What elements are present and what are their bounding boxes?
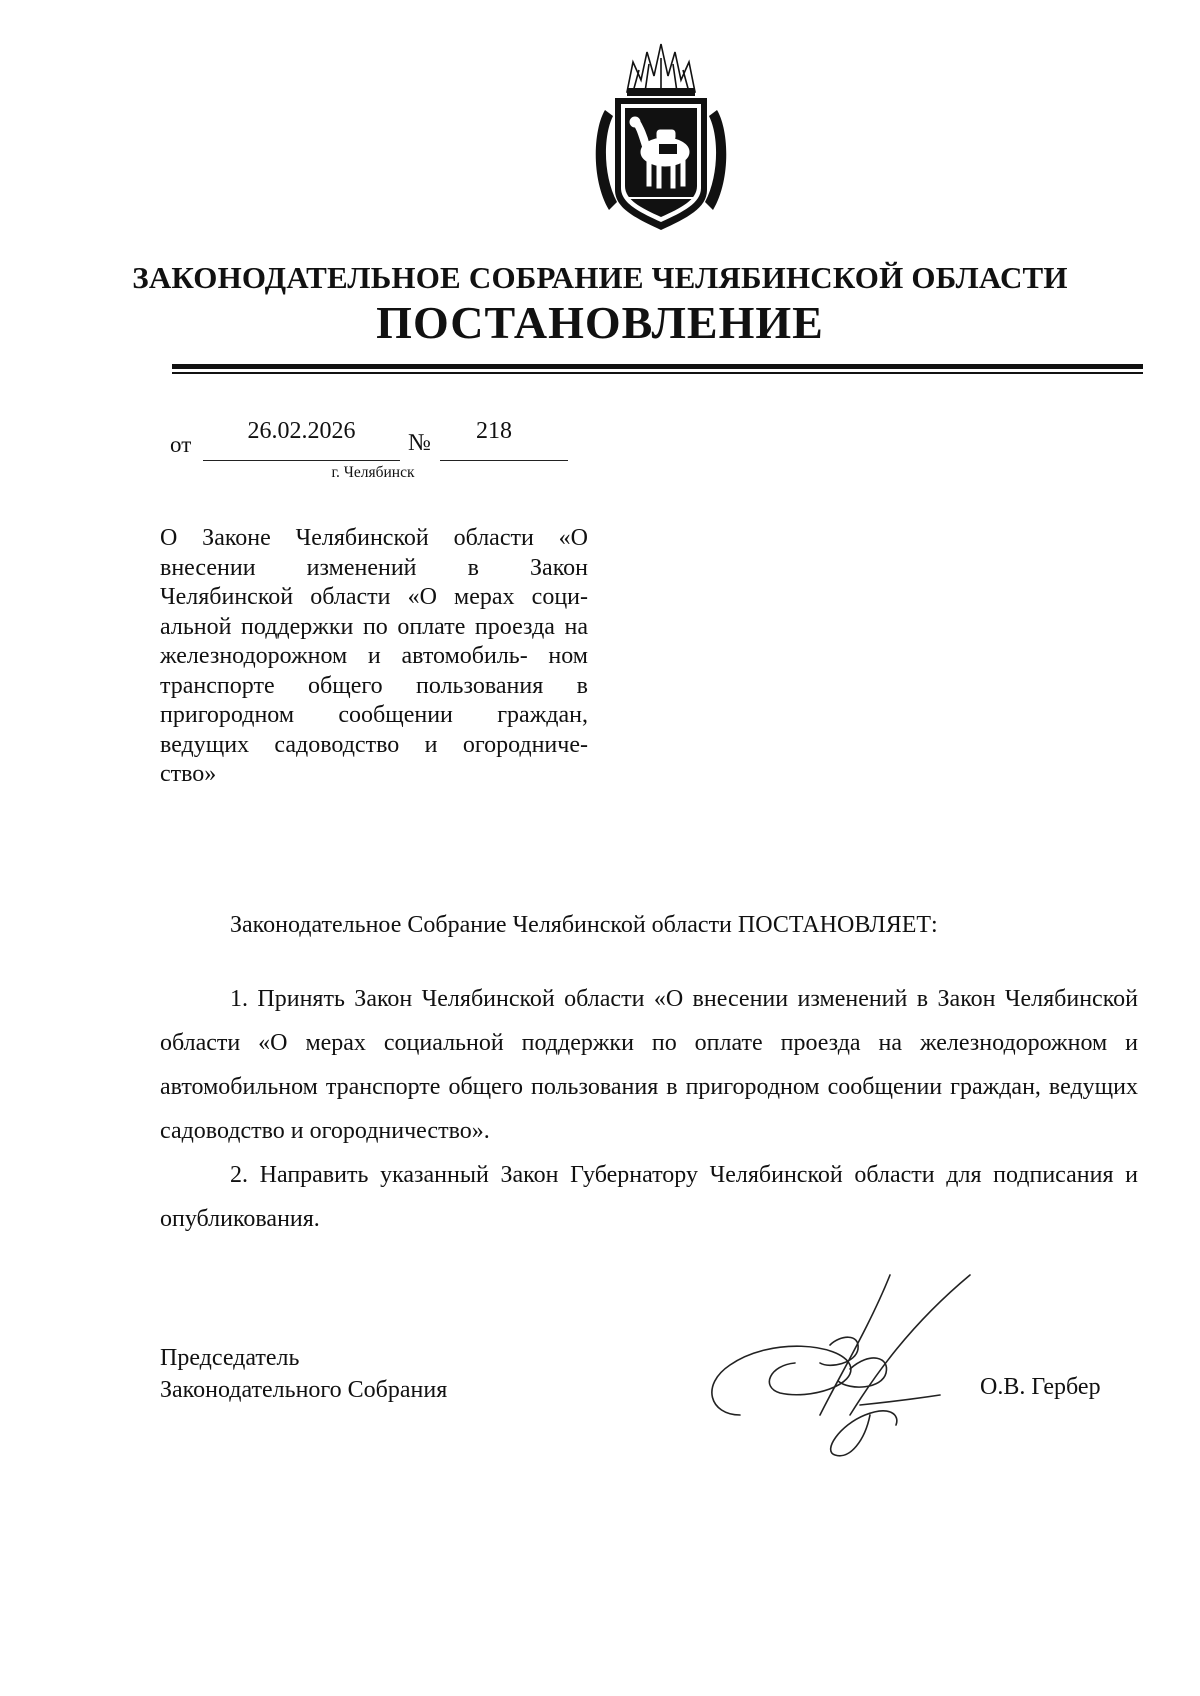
document-number: 218 [476,418,512,444]
document-date: 26.02.2026 [247,418,356,444]
resolution-item-2: 2. Направить указанный Закон Губернатору Челябинской области для подписания и опубликования. [160,1162,1138,1232]
position-line-1: Председатель [160,1345,300,1371]
signatory-name: О.В. Гербер [980,1374,1101,1400]
date-underline [203,460,400,461]
header-rule-thin [172,372,1143,374]
signatory-position [160,1342,447,1406]
handwritten-signature-icon [700,1265,990,1465]
number-label: № [408,430,431,456]
document-type-title: ПОСТАНОВЛЕНИЕ [376,297,824,348]
city-label: г. Челябинск [331,464,415,481]
organization-title: ЗАКОНОДАТЕЛЬНОЕ СОБРАНИЕ ЧЕЛЯБИНСКОЙ ОБЛАСТИ [132,260,1068,295]
number-underline [440,460,568,461]
coat-of-arms-icon [587,40,735,235]
preamble: Законодательное Собрание Челябинской области ПОСТАНОВЛЯЕТ: [230,912,938,938]
position-line-2: Законодательного Собрания [160,1377,448,1403]
header-rule-thick [172,364,1143,369]
document-subject: О Законе Челябинской области «О внесении изменений в Закон Челябинской области «О мерах соци- альной поддержки по оплате проезда на железнодорожном и автомобиль- ном транспорте общего пользования в пригородном сообщении граждан, ведущих садоводство и огородниче- ство» [160,525,588,787]
resolution-item-1: 1. Принять Закон Челябинской области «О внесении изменений в Закон Челябинской области «О мерах социальной поддержки по оплате проезда на железнодорожном и автомобильном транспорте общего пользования в пригородном сообщении граждан, ведущих садоводство и огородничество». [160,986,1138,1144]
date-label: от [170,432,192,457]
